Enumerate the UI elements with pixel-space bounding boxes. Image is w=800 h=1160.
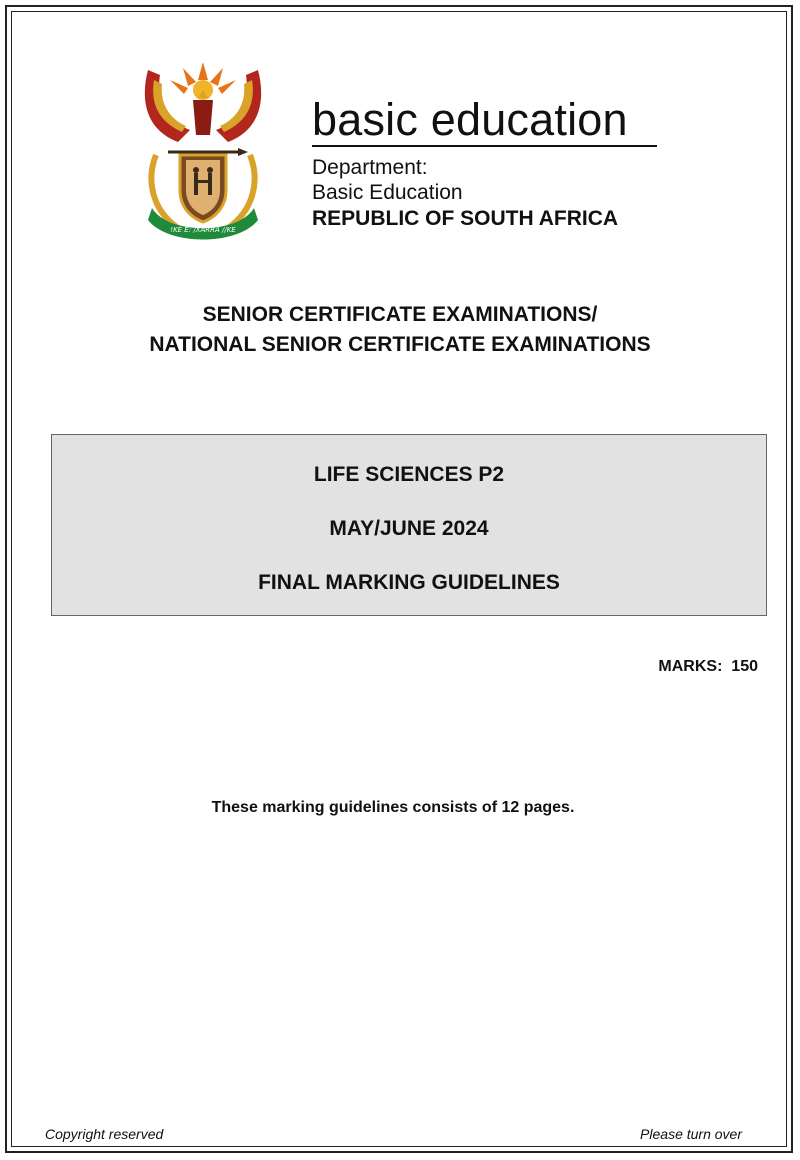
page-count-note: These marking guidelines consists of 12 pages. <box>211 799 575 816</box>
exam-session: MAY/JUNE 2024 <box>329 517 489 540</box>
paper-info-box <box>51 434 767 616</box>
country-name: REPUBLIC OF SOUTH AFRICA <box>312 207 619 230</box>
exam-title-line2: NATIONAL SENIOR CERTIFICATE EXAMINATIONS <box>149 333 651 356</box>
exam-title-line1: SENIOR CERTIFICATE EXAMINATIONS/ <box>202 303 598 326</box>
brand-name: basic education <box>312 94 628 145</box>
subject-title: LIFE SCIENCES P2 <box>313 463 505 486</box>
coat-of-arms-icon <box>138 60 268 240</box>
department-name: Basic Education <box>312 181 463 204</box>
department-label: Department: <box>312 156 428 179</box>
footer-copyright: Copyright reserved <box>45 1126 164 1142</box>
footer-turn-over: Please turn over <box>640 1126 742 1142</box>
department-branding <box>312 95 662 232</box>
exam-title <box>0 300 800 360</box>
svg-text:!KE E: /XARRA //KE: !KE E: /XARRA //KE <box>170 226 236 234</box>
brand-underline <box>312 145 657 147</box>
document-type: FINAL MARKING GUIDELINES <box>258 571 560 594</box>
total-marks: MARKS: 150 <box>658 658 758 675</box>
